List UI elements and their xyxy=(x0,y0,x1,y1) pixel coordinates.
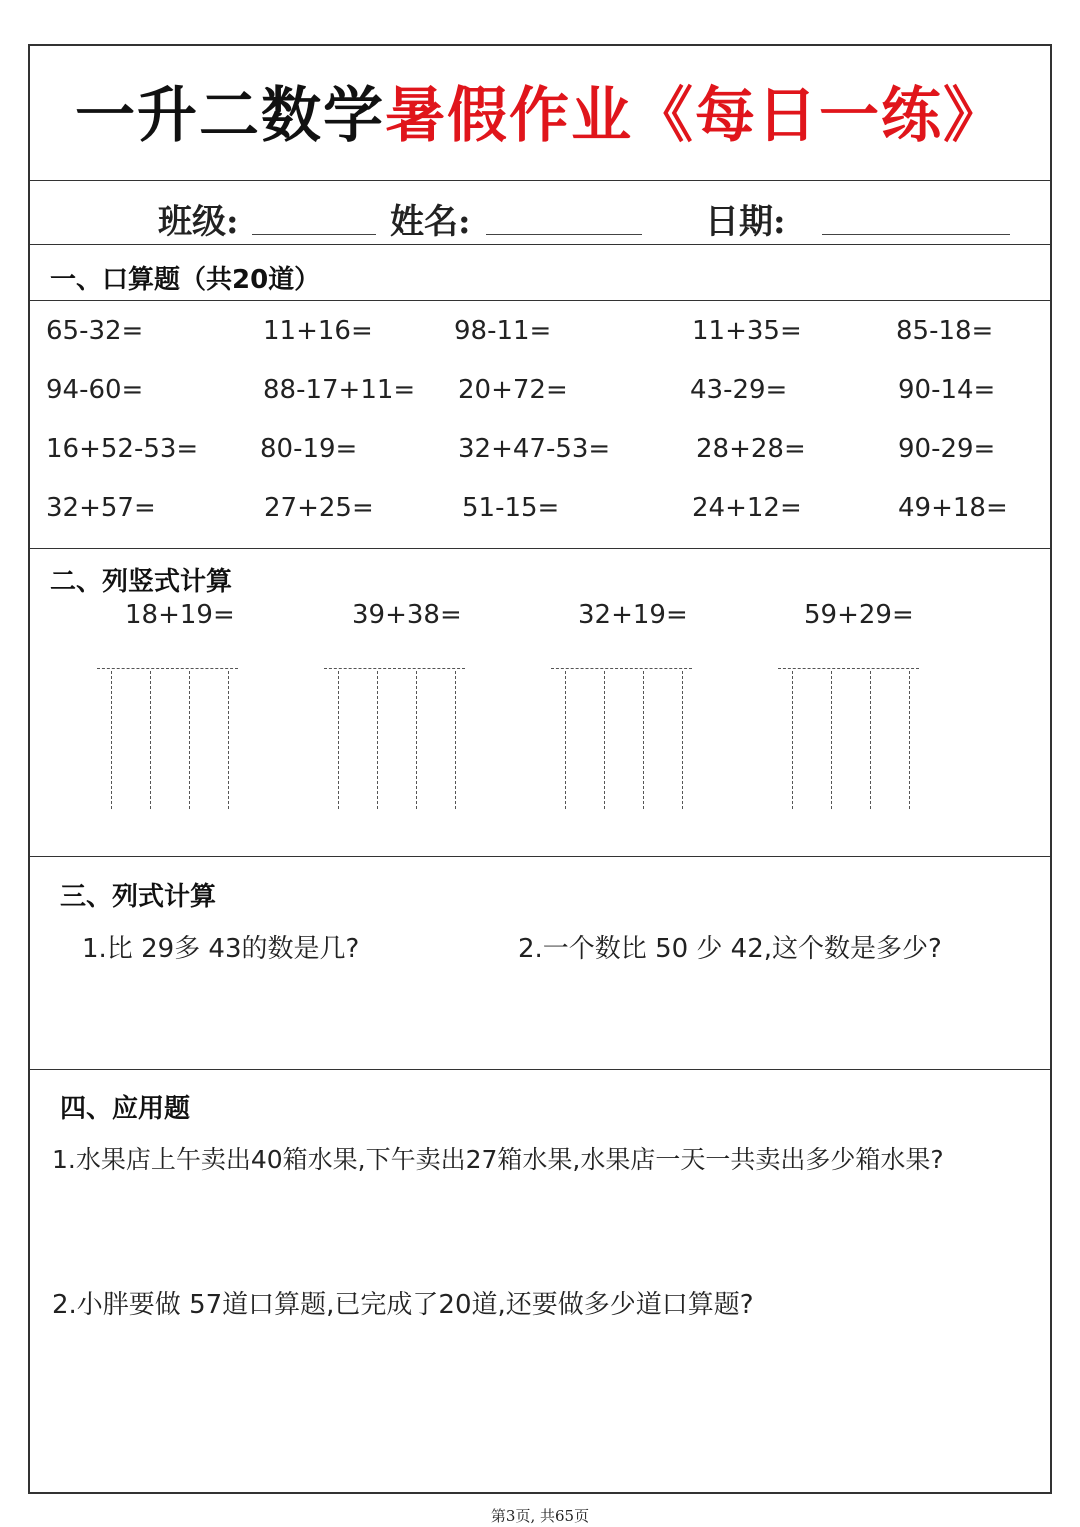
oral-problem: 90-29= xyxy=(898,434,996,464)
oral-problem: 20+72= xyxy=(458,375,568,405)
page-number: 第3页, 共65页 xyxy=(490,1507,590,1525)
section3-title: 三、列式计算 xyxy=(60,882,217,912)
name-label: 姓名: xyxy=(390,202,471,242)
oral-problem: 16+52-53= xyxy=(46,434,199,464)
oral-problem: 32+47-53= xyxy=(458,434,611,464)
vertical-calc-grid[interactable] xyxy=(551,668,692,810)
divider xyxy=(30,244,1050,245)
word-problem-2: 2.小胖要做 57道口算题,已完成了20道,还要做多少道口算题? xyxy=(52,1290,754,1320)
class-label: 班级: xyxy=(158,202,239,242)
divider xyxy=(30,1069,1050,1070)
oral-problem: 32+57= xyxy=(46,493,156,523)
oral-problem: 49+18= xyxy=(898,493,1008,523)
vertical-calc-grid[interactable] xyxy=(324,668,465,810)
section4-title: 四、应用题 xyxy=(60,1094,191,1124)
worksheet-title xyxy=(30,68,1050,154)
equation-question-1: 1.比 29多 43的数是几? xyxy=(82,934,360,964)
worksheet xyxy=(28,44,1052,1494)
word-problem-1: 1.水果店上午卖出40箱水果,下午卖出27箱水果,水果店一天一共卖出多少箱水果? xyxy=(52,1145,944,1174)
vertical-problem: 18+19= xyxy=(125,600,235,630)
oral-problem: 65-32= xyxy=(46,316,144,346)
title-black: 一升二数学 xyxy=(75,81,385,151)
divider xyxy=(30,300,1050,301)
date-label: 日期: xyxy=(705,202,786,242)
oral-problem: 27+25= xyxy=(264,493,374,523)
vertical-calc-grid[interactable] xyxy=(778,668,919,810)
vertical-problem: 59+29= xyxy=(804,600,914,630)
oral-problem: 11+35= xyxy=(692,316,802,346)
oral-problem: 43-29= xyxy=(690,375,788,405)
vertical-calc-grid[interactable] xyxy=(97,668,238,810)
title-red: 暑假作业《每日一练》 xyxy=(385,81,1005,151)
oral-problem: 94-60= xyxy=(46,375,144,405)
oral-problem: 28+28= xyxy=(696,434,806,464)
oral-problem: 88-17+11= xyxy=(263,375,416,405)
oral-problem: 51-15= xyxy=(462,493,560,523)
section2-title: 二、列竖式计算 xyxy=(50,567,233,597)
oral-problem: 24+12= xyxy=(692,493,802,523)
divider xyxy=(30,548,1050,549)
divider xyxy=(30,856,1050,857)
oral-problem: 90-14= xyxy=(898,375,996,405)
class-field[interactable] xyxy=(252,234,376,235)
oral-problem: 98-11= xyxy=(454,316,552,346)
divider xyxy=(30,180,1050,181)
vertical-problem: 32+19= xyxy=(578,600,688,630)
date-field[interactable] xyxy=(822,234,1010,235)
oral-problem: 85-18= xyxy=(896,316,994,346)
section1-title: 一、口算题（共20道） xyxy=(50,265,321,295)
oral-problem: 80-19= xyxy=(260,434,358,464)
name-field[interactable] xyxy=(486,234,642,235)
equation-question-2: 2.一个数比 50 少 42,这个数是多少? xyxy=(518,934,942,964)
vertical-problem: 39+38= xyxy=(352,600,462,630)
oral-problem: 11+16= xyxy=(263,316,373,346)
student-info-row xyxy=(30,194,1050,244)
